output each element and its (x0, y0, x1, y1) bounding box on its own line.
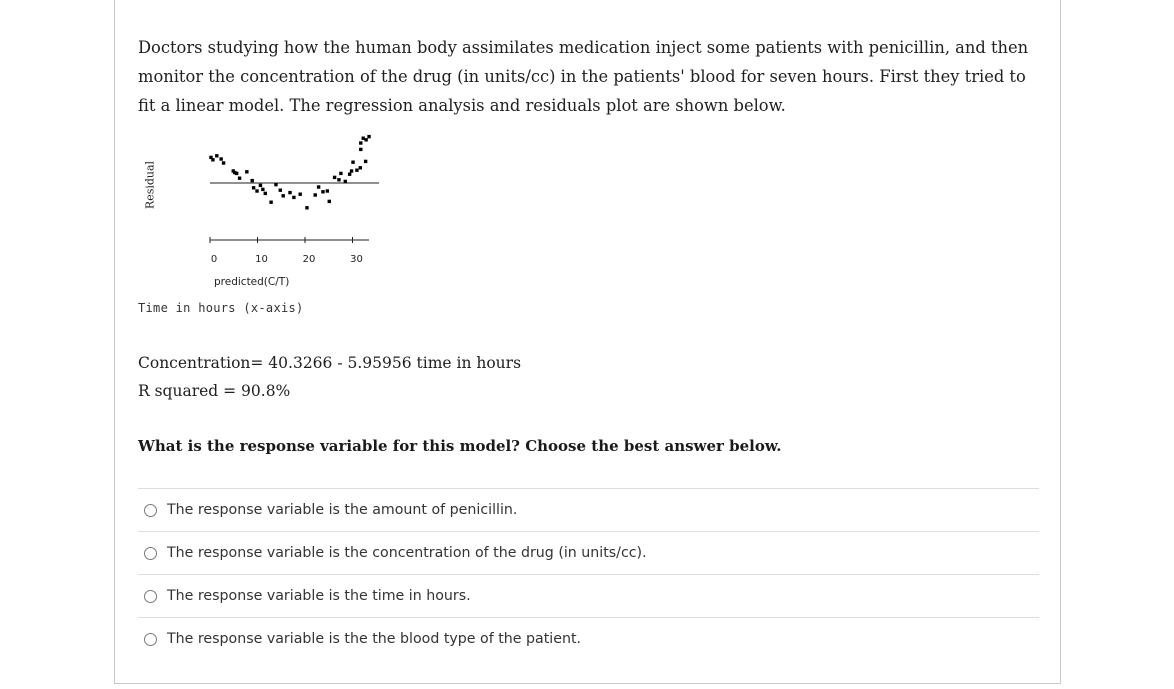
residual-point (288, 191, 291, 194)
residual-point (292, 196, 295, 199)
residual-point (264, 192, 267, 195)
residual-point (269, 201, 272, 204)
residual-point (282, 194, 285, 197)
residual-point (348, 173, 351, 176)
residual-point (355, 169, 358, 172)
residual-point (326, 189, 329, 192)
problem-statement: Doctors studying how the human body assimilates medication inject some patients with penicillin, and then monitor the concentration of the drug (in units/cc) in the patients' blood for seven hours. First they tried to fit a linear model. The regression analysis and residuals plot are shown below. (138, 38, 1029, 115)
question-text: What is the response variable for this model? Choose the best answer below. (138, 437, 782, 455)
residual-point (359, 166, 362, 169)
residual-point (344, 180, 347, 183)
residual-point (333, 176, 336, 179)
residual-point (250, 179, 253, 182)
residual-point (339, 172, 342, 175)
radio-button[interactable] (144, 590, 157, 603)
residual-point (364, 160, 367, 163)
residual-point (359, 148, 362, 151)
residual-point (238, 177, 241, 180)
radio-button[interactable] (144, 547, 157, 560)
residual-point (321, 190, 324, 193)
residual-point (235, 172, 238, 175)
residual-point (367, 135, 370, 138)
residual-point (245, 170, 248, 173)
residual-point (362, 137, 365, 140)
residuals-plot (138, 120, 388, 300)
residual-point (259, 184, 262, 187)
x-tick-label: 10 (255, 254, 268, 265)
regression-equation: Concentration= 40.3266 - 5.95956 time in hours (138, 354, 522, 372)
option-d[interactable] (138, 617, 1039, 660)
option-c[interactable] (138, 574, 1039, 617)
option-label: The response variable is the concentration of the drug (in units/cc). (167, 545, 647, 561)
option-label: The response variable is the the blood type of the patient. (167, 631, 582, 647)
residual-point (219, 157, 222, 160)
option-b[interactable] (138, 531, 1039, 574)
option-label: The response variable is the amount of penicillin. (167, 502, 518, 518)
residual-point (337, 178, 340, 181)
residual-point (279, 189, 282, 192)
x-tick-label: 20 (302, 254, 316, 265)
x-tick-label: 30 (350, 254, 363, 265)
residual-point (351, 161, 354, 164)
residual-point (328, 200, 331, 203)
residual-point (261, 188, 264, 191)
answer-options (138, 488, 1039, 660)
residual-point (317, 185, 320, 188)
residual-point (255, 189, 258, 192)
residual-point (274, 183, 277, 186)
residual-point (211, 158, 214, 161)
residual-point (314, 193, 317, 196)
option-a[interactable] (138, 488, 1039, 531)
option-label: The response variable is the time in hours. (167, 588, 471, 604)
residual-point (222, 161, 225, 164)
residual-point (215, 154, 218, 157)
radio-button[interactable] (144, 633, 157, 646)
residual-point (305, 206, 308, 209)
residual-point (350, 169, 353, 172)
axis-note: Time in hours (x-axis) (138, 301, 304, 315)
r-squared: R squared = 90.8% (138, 382, 291, 400)
y-axis-label: Residual (143, 160, 157, 210)
residual-point (298, 193, 301, 196)
x-axis-label: predicted(C/T) (214, 276, 290, 288)
radio-button[interactable] (144, 504, 157, 517)
residual-point (252, 186, 255, 189)
residual-point (359, 141, 362, 144)
residual-point (364, 138, 367, 141)
x-tick-label: 0 (210, 254, 218, 265)
